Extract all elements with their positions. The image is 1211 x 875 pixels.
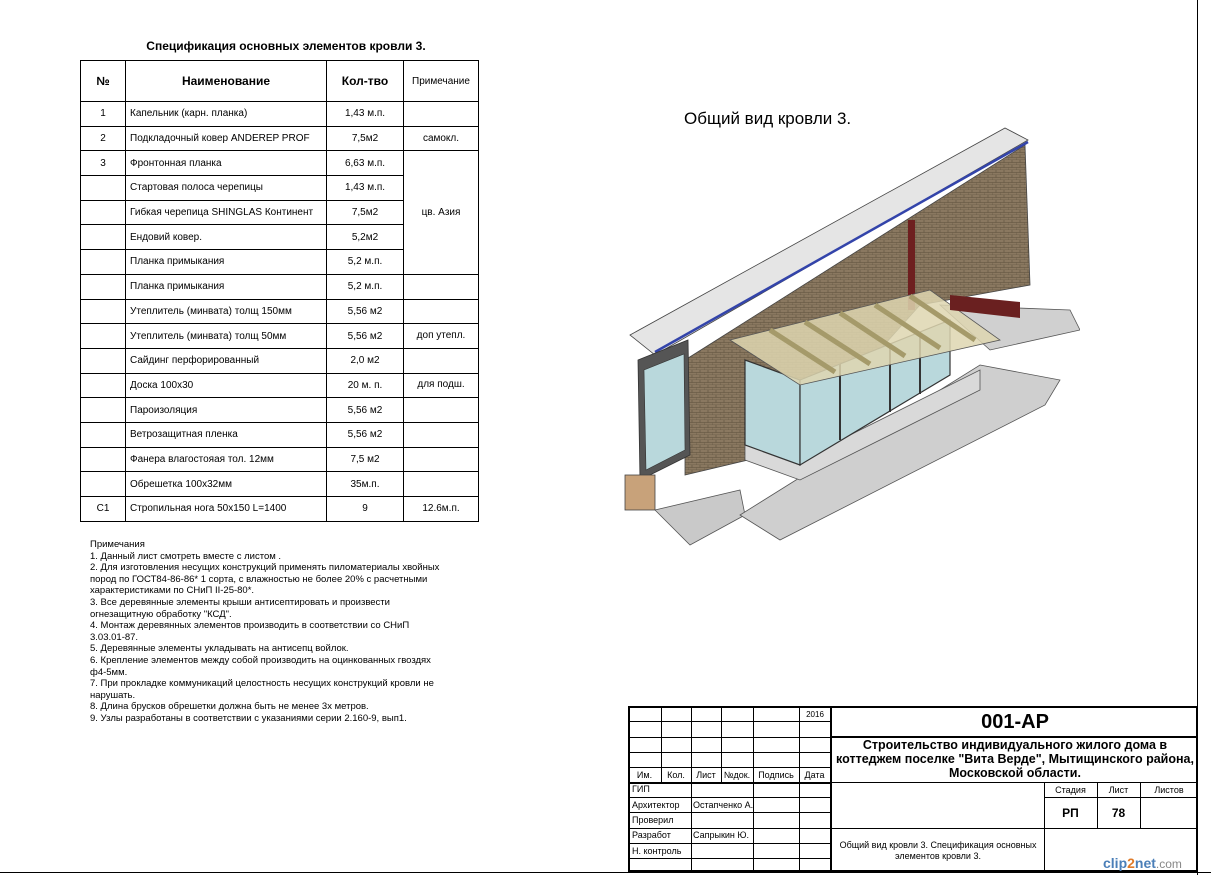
col-header-1: Кол. (667, 770, 685, 780)
note-item: 8. Длина брусков обрешетки должна быть не менее 3х метров. (90, 701, 369, 713)
role-name: Сапрыкин Ю. (693, 830, 749, 840)
cell-num (81, 422, 126, 447)
cell-note (404, 274, 479, 299)
sheet-label: Лист (1108, 785, 1129, 795)
cell-num (81, 324, 126, 349)
year-cell: 2016 (806, 710, 824, 719)
cell-name: Ендовий ковер. (126, 225, 327, 250)
note-item: 1. Данный лист смотреть вместе с листом . (90, 550, 282, 562)
cell-qty: 9 (327, 497, 404, 522)
cell-name: Утеплитель (минвата) толщ 50мм (126, 324, 327, 349)
table-row (81, 324, 479, 349)
cell-num (81, 200, 126, 225)
cell-num (81, 225, 126, 250)
doc-code: 001-АР (981, 711, 1049, 733)
title-block-line (628, 767, 830, 768)
cell-num (81, 250, 126, 275)
roof-isometric-drawing (600, 120, 1080, 560)
cell-qty: 7,5м2 (327, 126, 404, 151)
stage-label: Стадия (1055, 785, 1086, 795)
note-item: 5. Деревянные элементы укладывать на антисепц войлок. (90, 643, 349, 655)
cell-name: Ветрозащитная пленка (126, 422, 327, 447)
cell-qty: 5,56 м2 (327, 299, 404, 324)
cell-num (81, 373, 126, 398)
spec-title: Спецификация основных элементов кровли 3. (146, 39, 426, 53)
table-row (81, 497, 479, 522)
col-header-0: Им. (636, 770, 653, 780)
cell-name: Пароизоляция (126, 398, 327, 423)
cell-num (81, 472, 126, 497)
title-block-line (628, 737, 830, 738)
cell-note: для подш. (404, 373, 479, 398)
table-row (81, 274, 479, 299)
cell-qty: 7,5 м2 (327, 447, 404, 472)
cell-num: 3 (81, 151, 126, 176)
role-label: Разработ (632, 830, 671, 840)
role-name: Остапченко А. (693, 800, 754, 810)
col-num-header: № (81, 61, 126, 102)
cell-qty: 35м.п. (327, 472, 404, 497)
cell-note (404, 299, 479, 324)
cell-note: 12.6м.п. (404, 497, 479, 522)
notes-block (90, 539, 490, 725)
cell-qty: 1,43 м.п. (327, 176, 404, 201)
table-row (81, 472, 479, 497)
cell-note (404, 422, 479, 447)
sheets-label: Листов (1154, 785, 1184, 795)
title-block-line (628, 828, 830, 829)
cell-name: Планка примыкания (126, 274, 327, 299)
col-name-header: Наименование (126, 61, 327, 102)
col-header-4: Подпись (758, 770, 794, 780)
cell-note (404, 102, 479, 127)
cell-name: Обрешетка 100x32мм (126, 472, 327, 497)
cell-note (404, 472, 479, 497)
title-block-line (628, 797, 830, 798)
cell-name: Планка примыкания (126, 250, 327, 275)
cell-qty: 5,56 м2 (327, 324, 404, 349)
note-item: 7. При прокладке коммуникаций целостность несущих конструкций кровли не нарушать. (90, 678, 434, 701)
col-header-5: Дата (804, 770, 825, 780)
cell-name: Сайдинг перфорированный (126, 348, 327, 373)
view-title: Общий вид кровли 3. (684, 109, 852, 128)
title-block-line (628, 812, 830, 813)
col-note-header: Примечание (404, 61, 479, 102)
cell-num (81, 299, 126, 324)
cell-num (81, 176, 126, 201)
table-row (81, 299, 479, 324)
cell-num (81, 348, 126, 373)
sheet-name: Общий вид кровли 3. Спецификация основных элементов кровли 3. (839, 840, 1037, 861)
stage-value: РП (1062, 806, 1079, 820)
cell-name: Капельник (карн. планка) (126, 102, 327, 127)
cell-note (404, 447, 479, 472)
cell-name: Утеплитель (минвата) толщ 150мм (126, 299, 327, 324)
role-label: ГИП (632, 784, 650, 794)
title-block-line (628, 752, 830, 753)
table-row (81, 422, 479, 447)
note-item: 3. Все деревянные элементы крыши антисептировать и произвести огнезащитную обработку "КСД". (90, 596, 390, 620)
title-block-line (1044, 828, 1198, 829)
note-item: 4. Монтаж деревянных элементов производить в соответствии со СНиП 3.03.01-87. (90, 620, 410, 643)
table-row (81, 348, 479, 373)
cell-num: 1 (81, 102, 126, 127)
left-bay-glass (644, 354, 685, 470)
cell-num: 2 (81, 126, 126, 151)
table-row (81, 151, 479, 176)
cell-qty: 2,0 м2 (327, 348, 404, 373)
cell-name: Гибкая черепица SHINGLAS Континент (126, 200, 327, 225)
cell-num (81, 398, 126, 423)
col-header-2: Лист (696, 770, 716, 780)
cell-qty: 7,5м2 (327, 200, 404, 225)
cell-name: Доска 100x30 (126, 373, 327, 398)
title-block-line (628, 721, 830, 722)
cell-qty: 5,56 м2 (327, 422, 404, 447)
role-label: Архитектор (632, 800, 680, 810)
note-item: 2. Для изготовления несущих конструкций применять пиломатериалы хвойных пород по ГОСТ84-86-86* 1 сорта, с влажностью не более 20% с расчетными характеристиками по СНиП II-25-80*. (90, 562, 440, 597)
cell-num: С1 (81, 497, 126, 522)
cell-note (404, 398, 479, 423)
notes-title: Примечания (90, 539, 145, 550)
title-block-line (1044, 797, 1198, 798)
table-row (81, 398, 479, 423)
cell-name: Стропильная нога 50x150 L=1400 (126, 497, 327, 522)
cell-qty: 6,63 м.п. (327, 151, 404, 176)
cell-qty: 5,2м2 (327, 225, 404, 250)
cell-name: Фронтонная планка (126, 151, 327, 176)
cell-merged-note: цв. Азия (404, 151, 479, 274)
spec-table (80, 60, 479, 522)
project-name: Строительство индивидуального жилого дома в коттеджем поселке "Вита Верде", Мытищинского района, Московской области. (836, 738, 1194, 780)
note-item: 6. Крепление элементов между собой производить на оцинкованных гвоздях ф4-5мм. (90, 654, 431, 678)
cell-num (81, 447, 126, 472)
table-row (81, 447, 479, 472)
table-row (81, 373, 479, 398)
title-block-line (832, 828, 1044, 829)
cell-qty: 5,2 м.п. (327, 250, 404, 275)
cell-name: Подкладочный ковер ANDEREP PROF (126, 126, 327, 151)
cell-qty: 5,56 м2 (327, 398, 404, 423)
cell-qty: 5,2 м.п. (327, 274, 404, 299)
spec-header-row (81, 61, 479, 102)
cell-note: доп утепл. (404, 324, 479, 349)
clip2net-watermark: clip2net.com (1103, 855, 1182, 871)
role-label: Проверил (632, 815, 674, 825)
table-row (81, 126, 479, 151)
cell-qty: 1,43 м.п. (327, 102, 404, 127)
cell-name: Фанера влагостояая тол. 12мм (126, 447, 327, 472)
title-block-line (628, 843, 830, 844)
title-block-line (832, 782, 1198, 783)
cell-note (404, 348, 479, 373)
cell-note: самокл. (404, 126, 479, 151)
sheet-value: 78 (1111, 806, 1126, 820)
role-label: Н. контроль (632, 846, 682, 856)
left-bay-base (625, 475, 655, 510)
note-item: 9. Узлы разработаны в соответствии с указаниями серии 2.160-9, вып1. (90, 712, 407, 724)
col-qty-header: Кол-тво (327, 61, 404, 102)
cell-qty: 20 м. п. (327, 373, 404, 398)
sheet-frame-bottom (0, 872, 1211, 873)
col-header-3: №док. (723, 770, 751, 780)
ground-slab (655, 490, 745, 545)
title-block-line (628, 858, 830, 859)
cell-name: Стартовая полоса черепицы (126, 176, 327, 201)
cell-num (81, 274, 126, 299)
table-row (81, 102, 479, 127)
